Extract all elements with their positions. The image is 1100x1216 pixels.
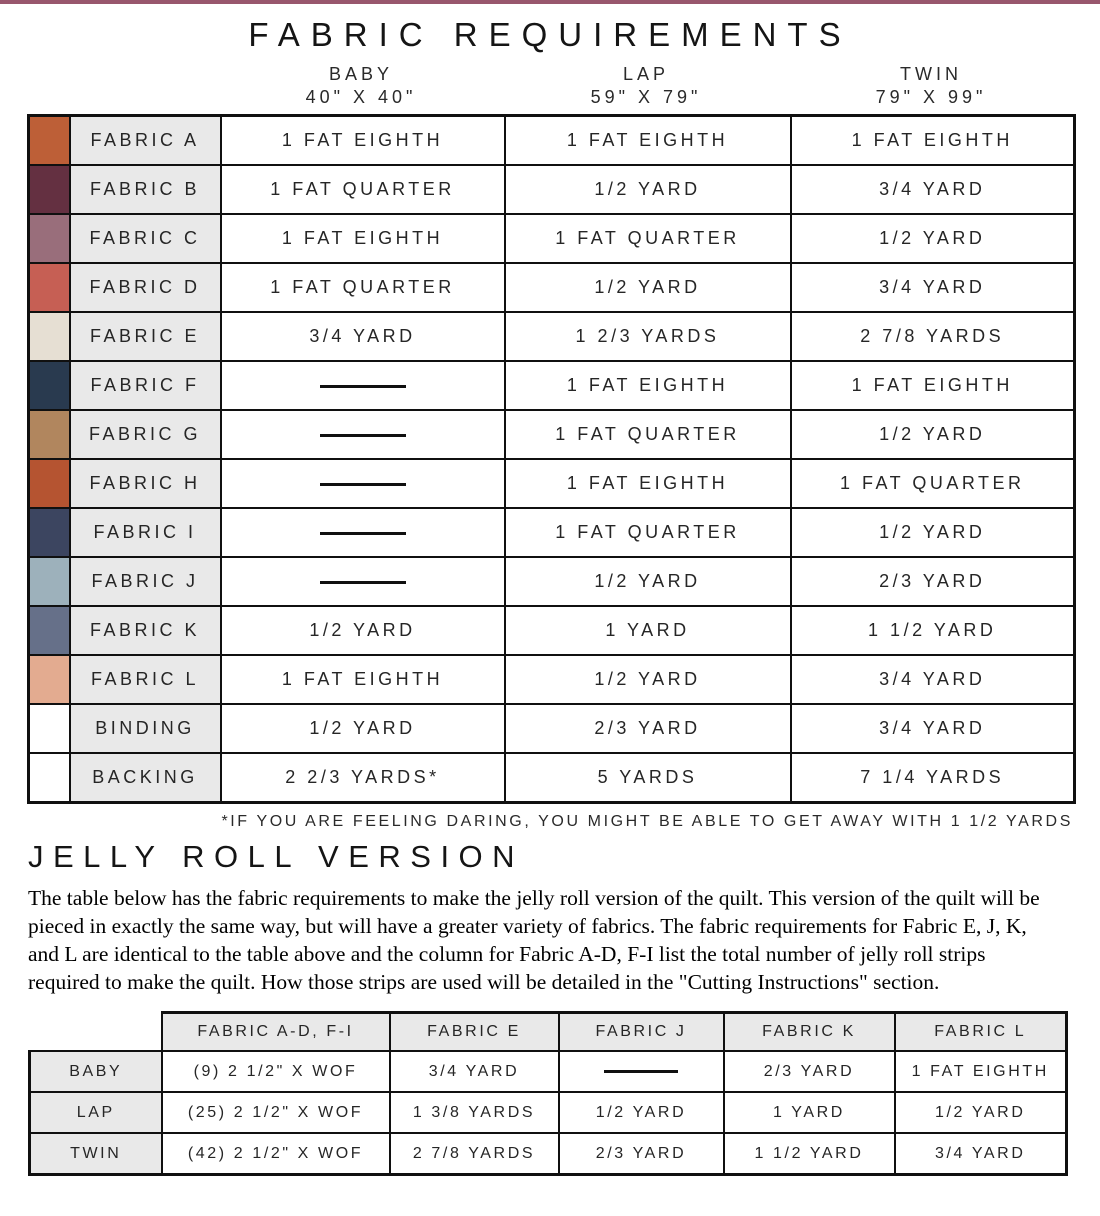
fabric-label-cell: FABRIC K [70,606,221,655]
jelly-roll-heading: JELLY ROLL VERSION [28,839,525,874]
value-cell: 1 1/2 YARD [791,606,1075,655]
size-column-twin [789,63,1073,109]
fabric-swatch [29,410,70,459]
table-row [29,704,1075,753]
fabric-swatch [29,655,70,704]
value-cell: 1/2 YARD [791,214,1075,263]
size-dimensions: 40" X 40" [305,87,417,107]
dash-line [320,532,406,535]
value-cell: 1/2 YARD [791,410,1075,459]
fabric-swatch [29,753,70,803]
size-column-headers [219,63,1100,109]
column-header-fabric-adfi: FABRIC A-D, F-I [162,1013,390,1052]
table-row [29,116,1075,166]
accent-top-bar [0,0,1100,4]
column-header-fabric-k: FABRIC K [724,1013,895,1052]
fabric-swatch [29,508,70,557]
table-row [30,1051,1067,1092]
value-cell: (9) 2 1/2" X WOF [162,1051,390,1092]
fabric-label-cell: FABRIC C [70,214,221,263]
value-cell: 2/3 YARD [505,704,791,753]
value-cell: 1 2/3 YARDS [505,312,791,361]
fabric-swatch [29,165,70,214]
fabric-label-cell: FABRIC F [70,361,221,410]
value-cell: 2/3 YARD [724,1051,895,1092]
value-cell [221,459,505,508]
jelly-roll-table [28,1011,1068,1176]
dash-line [320,581,406,584]
value-cell: 1 FAT QUARTER [505,508,791,557]
backing-footnote: *IF YOU ARE FEELING DARING, YOU MIGHT BE ABLE TO GET AWAY WITH 1 1/2 YARDS [221,813,1073,830]
column-header-fabric-e: FABRIC E [390,1013,559,1052]
fabric-swatch [29,214,70,263]
table-row [29,214,1075,263]
dash-line [320,483,406,486]
size-name: LAP [622,64,670,84]
value-cell: 1/2 YARD [505,263,791,312]
value-cell: 1 FAT EIGHTH [791,361,1075,410]
value-cell: 3/4 YARD [791,655,1075,704]
value-cell: 2 2/3 YARDS* [221,753,505,803]
size-label-cell: TWIN [30,1133,162,1175]
value-cell: 1 FAT EIGHTH [505,116,791,166]
value-cell [221,508,505,557]
value-cell: 2/3 YARD [791,557,1075,606]
size-name: TWIN [900,64,962,84]
column-header-fabric-l: FABRIC L [895,1013,1067,1052]
value-cell [221,557,505,606]
table-row [30,1092,1067,1133]
value-cell: 3/4 YARD [895,1133,1067,1175]
value-cell: 3/4 YARD [791,704,1075,753]
value-cell: 1 FAT QUARTER [505,410,791,459]
fabric-label-cell: FABRIC I [70,508,221,557]
value-cell: 1/2 YARD [505,557,791,606]
value-cell: 1 YARD [724,1092,895,1133]
fabric-swatch [29,459,70,508]
fabric-swatch [29,557,70,606]
value-cell: (42) 2 1/2" X WOF [162,1133,390,1175]
value-cell: 1 FAT QUARTER [791,459,1075,508]
value-cell: 1 FAT EIGHTH [505,459,791,508]
value-cell: 1 3/8 YARDS [390,1092,559,1133]
fabric-requirements-table [27,114,1076,804]
dash-line [604,1070,678,1073]
value-cell: 3/4 YARD [791,165,1075,214]
dash-line [320,385,406,388]
value-cell: 3/4 YARD [791,263,1075,312]
fabric-label-cell: FABRIC L [70,655,221,704]
table-row [29,753,1075,803]
value-cell: 1/2 YARD [505,655,791,704]
table-row [29,361,1075,410]
size-column-baby [219,63,503,109]
size-column-lap [503,63,789,109]
table-header-row [30,1013,1067,1052]
value-cell: 1 FAT EIGHTH [221,116,505,166]
value-cell: 7 1/4 YARDS [791,753,1075,803]
fabric-label-cell: FABRIC J [70,557,221,606]
table-row [29,655,1075,704]
fabric-label-cell: FABRIC H [70,459,221,508]
value-cell: 1 YARD [505,606,791,655]
value-cell: 1/2 YARD [791,508,1075,557]
size-label-cell: LAP [30,1092,162,1133]
jelly-roll-table-body [30,1013,1067,1175]
table-row [29,508,1075,557]
fabric-label-cell: FABRIC A [70,116,221,166]
size-dimensions: 59" X 79" [590,87,702,107]
value-cell: 1/2 YARD [895,1092,1067,1133]
table-row [29,165,1075,214]
value-cell: 1 FAT EIGHTH [221,655,505,704]
fabric-label-cell: BINDING [70,704,221,753]
value-cell: 1 FAT QUARTER [221,165,505,214]
fabric-swatch [29,704,70,753]
table-row [29,459,1075,508]
fabric-swatch [29,263,70,312]
value-cell [221,361,505,410]
value-cell: 1 1/2 YARD [724,1133,895,1175]
table-row [30,1133,1067,1175]
fabric-label-cell: FABRIC B [70,165,221,214]
value-cell: 2 7/8 YARDS [390,1133,559,1175]
value-cell: (25) 2 1/2" X WOF [162,1092,390,1133]
fabric-swatch [29,361,70,410]
value-cell: 5 YARDS [505,753,791,803]
table-row [29,263,1075,312]
value-cell: 1/2 YARD [559,1092,724,1133]
value-cell: 3/4 YARD [221,312,505,361]
value-cell: 1 FAT EIGHTH [791,116,1075,166]
fabric-label-cell: FABRIC E [70,312,221,361]
fabric-requirements-table-body [29,116,1075,803]
fabric-swatch [29,116,70,166]
table-row [29,606,1075,655]
jelly-roll-description: The table below has the fabric requirements to make the jelly roll version of the quilt. This version of the quilt will be pieced in exactly the same way, but will have a greater variety of fabrics. The fabric requirements for Fabric E, J, K, and L are identical to the table above and the column for Fabric A-D, F-I list the total number of jelly roll strips required to make the quilt. How those strips are used will be detailed in the "Cutting Instructions" section. [28,886,1040,994]
dash-line [320,434,406,437]
size-label-cell: BABY [30,1051,162,1092]
fabric-swatch [29,312,70,361]
size-dimensions: 79" X 99" [875,87,987,107]
size-name: BABY [328,64,394,84]
corner-cell [30,1013,162,1052]
value-cell [559,1051,724,1092]
value-cell: 1/2 YARD [221,606,505,655]
page-title: FABRIC REQUIREMENTS [248,16,852,53]
value-cell: 3/4 YARD [390,1051,559,1092]
column-header-fabric-j: FABRIC J [559,1013,724,1052]
table-row [29,557,1075,606]
value-cell: 1 FAT EIGHTH [505,361,791,410]
fabric-swatch [29,606,70,655]
value-cell: 1/2 YARD [505,165,791,214]
value-cell: 1 FAT EIGHTH [895,1051,1067,1092]
value-cell: 2 7/8 YARDS [791,312,1075,361]
fabric-label-cell: BACKING [70,753,221,803]
value-cell: 1 FAT QUARTER [505,214,791,263]
table-row [29,312,1075,361]
fabric-label-cell: FABRIC G [70,410,221,459]
value-cell: 2/3 YARD [559,1133,724,1175]
value-cell [221,410,505,459]
value-cell: 1 FAT QUARTER [221,263,505,312]
fabric-label-cell: FABRIC D [70,263,221,312]
table-row [29,410,1075,459]
value-cell: 1/2 YARD [221,704,505,753]
value-cell: 1 FAT EIGHTH [221,214,505,263]
